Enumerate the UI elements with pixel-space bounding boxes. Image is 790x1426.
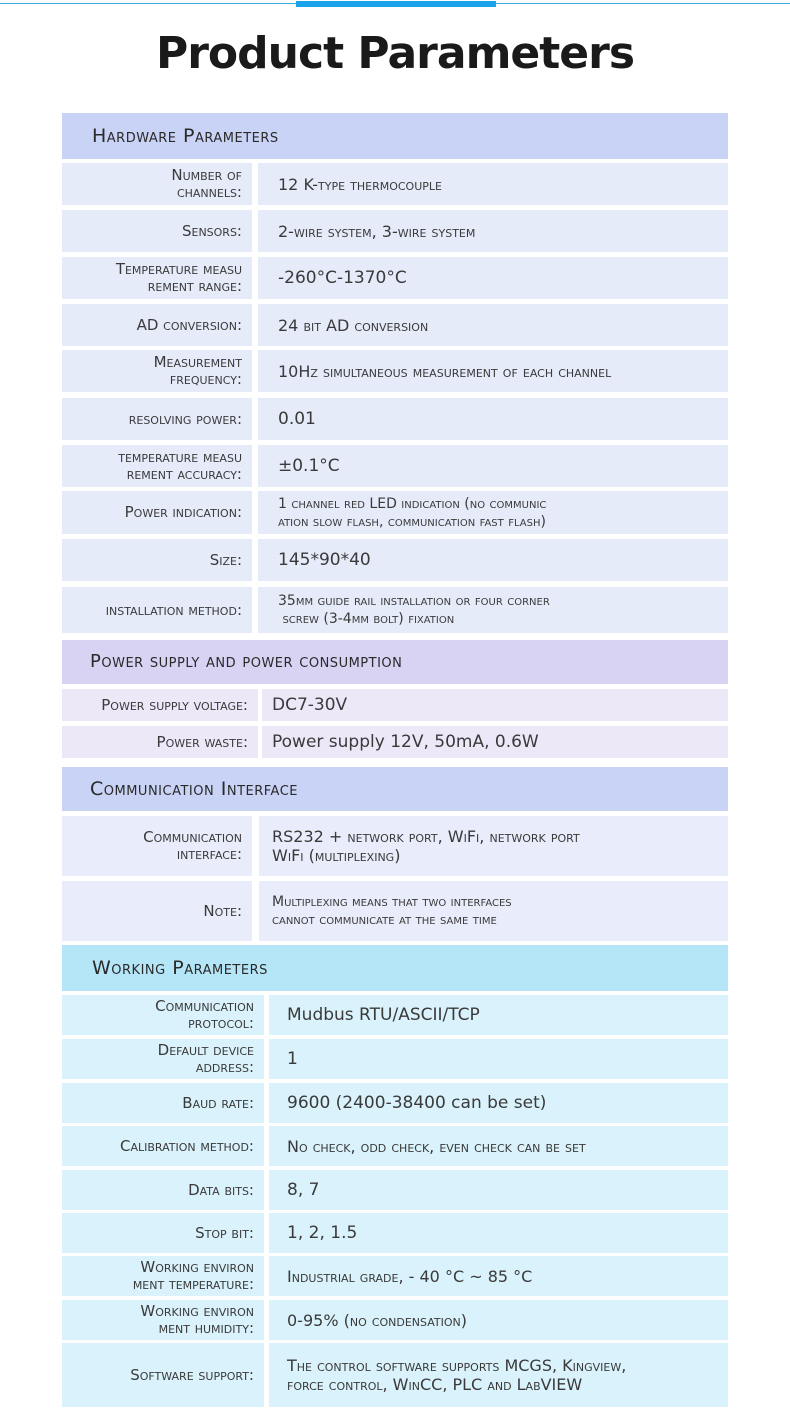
row-value [262, 726, 728, 758]
row-label [62, 995, 264, 1035]
row-label-line: Working environ [140, 1258, 254, 1276]
row-value [269, 1083, 728, 1123]
row-value [269, 1039, 728, 1079]
row-label [62, 539, 252, 581]
row-label [62, 1256, 264, 1296]
row-value-line: screw (3-4mm bolt) fixation [278, 611, 455, 627]
row-value [258, 398, 728, 440]
working-row [62, 1213, 728, 1253]
row-label [62, 1300, 264, 1340]
row-value-line: Power supply 12V, 50mA, 0.6W [272, 731, 539, 752]
row-label-line: Stop bit: [195, 1223, 254, 1242]
row-value [258, 587, 728, 633]
hardware-row [62, 587, 728, 633]
row-label-line: rement range: [147, 277, 242, 295]
row-label-line: ment temperature: [132, 1275, 254, 1293]
row-value [258, 163, 728, 205]
row-value [269, 1256, 728, 1296]
working-row [62, 1300, 728, 1340]
row-label [62, 257, 252, 299]
row-label [62, 398, 252, 440]
section-header-power [62, 640, 728, 684]
row-label [62, 445, 252, 487]
page-title: Product Parameters [155, 28, 635, 79]
row-label-line: ment humidity: [158, 1319, 254, 1337]
row-value-line: WiFi (multiplexing) [272, 846, 401, 865]
row-value [259, 816, 728, 876]
row-value-line: Industrial grade, - 40 °C ~ 85 °C [287, 1266, 533, 1286]
row-label-line: Power indication: [124, 503, 242, 521]
row-label-line: AD conversion: [136, 315, 242, 334]
row-label [62, 304, 252, 346]
top-accent-bar [296, 1, 496, 7]
row-value-line: RS232 + network port, WiFi, network port [272, 827, 580, 846]
section-header-communication [62, 767, 728, 811]
row-label-line: rement accuracy: [126, 465, 242, 483]
row-value [262, 689, 728, 721]
row-label-line: Size: [209, 550, 242, 569]
row-value-line: ±0.1°C [278, 455, 340, 476]
row-label [62, 491, 252, 534]
row-label [62, 1170, 264, 1210]
row-label-line: Power supply voltage: [101, 695, 248, 714]
row-label-line: Software support: [130, 1365, 254, 1384]
section-title: Communication Interface [90, 778, 298, 800]
row-value [269, 995, 728, 1035]
working-row [62, 995, 728, 1035]
section-header-working [62, 945, 728, 991]
row-label-line: Communication [143, 828, 242, 846]
row-label [62, 163, 252, 205]
section-header-hardware [62, 113, 728, 159]
hardware-row [62, 257, 728, 299]
communication-row [62, 881, 728, 941]
row-label-line: Baud rate: [182, 1093, 254, 1112]
row-value [258, 491, 728, 534]
row-value [269, 1343, 728, 1407]
row-label [62, 1213, 264, 1253]
row-label-line: channels: [176, 183, 242, 201]
row-value [269, 1213, 728, 1253]
power-row [62, 726, 728, 758]
hardware-row [62, 491, 728, 534]
row-label-line: Number of [171, 166, 242, 184]
row-value [258, 257, 728, 299]
section-title: Power supply and power consumption [90, 651, 403, 672]
row-label-line: address: [195, 1058, 254, 1076]
row-value [258, 445, 728, 487]
row-value [258, 350, 728, 392]
row-value-line: -260°C-1370°C [278, 267, 407, 288]
row-value-line: Mudbus RTU/ASCII/TCP [287, 1004, 480, 1025]
row-value-line: 145*90*40 [278, 549, 371, 570]
power-row [62, 689, 728, 721]
row-value [269, 1126, 728, 1166]
row-label [62, 689, 258, 721]
row-label [62, 1126, 264, 1166]
row-label-line: interface: [176, 845, 242, 863]
working-row [62, 1126, 728, 1166]
row-value-line: 1 channel red LED indication (no communic [278, 495, 547, 512]
row-value [269, 1170, 728, 1210]
row-value-line: 24 bit AD conversion [278, 315, 429, 335]
hardware-row [62, 350, 728, 392]
working-row [62, 1256, 728, 1296]
row-value-line: cannot communicate at the same time [272, 912, 497, 928]
row-value-line: 2-wire system, 3-wire system [278, 221, 476, 241]
row-value-line: 1 [287, 1048, 298, 1069]
row-value-line: force control, WinCC, PLC and LabVIEW [287, 1375, 583, 1394]
row-value-line: DC7-30V [272, 694, 348, 715]
row-label-line: temperature measu [118, 448, 242, 466]
working-row [62, 1083, 728, 1123]
row-label [62, 1343, 264, 1407]
row-label-line: Power waste: [156, 732, 248, 751]
row-label [62, 816, 252, 876]
row-value-line: ation slow flash, communication fast flash) [278, 513, 546, 530]
row-label [62, 1083, 264, 1123]
row-value-line: Multiplexing means that two interfaces [272, 894, 512, 910]
row-value-line: The control software supports MCGS, Kingview, [287, 1356, 627, 1375]
row-value [258, 304, 728, 346]
row-label-line: Sensors: [181, 221, 242, 240]
row-label-line: resolving power: [128, 409, 242, 428]
hardware-row [62, 163, 728, 205]
working-row [62, 1170, 728, 1210]
row-value-line: 1, 2, 1.5 [287, 1222, 358, 1243]
row-label-line: Temperature measu [115, 260, 242, 278]
row-value [269, 1300, 728, 1340]
row-value-line: 8, 7 [287, 1179, 320, 1200]
row-label [62, 350, 252, 392]
row-label-line: Data bits: [188, 1180, 254, 1199]
communication-row [62, 816, 728, 876]
section-title: Hardware Parameters [92, 125, 279, 147]
row-label [62, 726, 258, 758]
working-row [62, 1343, 728, 1407]
row-value [259, 881, 728, 941]
row-label-line: Default device [157, 1041, 254, 1059]
row-label-line: Measurement [153, 353, 242, 371]
working-row [62, 1039, 728, 1079]
hardware-row [62, 445, 728, 487]
row-label [62, 1039, 264, 1079]
hardware-row [62, 398, 728, 440]
row-value-line: No check, odd check, even check can be set [287, 1136, 586, 1156]
hardware-row [62, 539, 728, 581]
row-value-line: 0-95% (no condensation) [287, 1310, 467, 1330]
row-label-line: protocol: [188, 1014, 254, 1032]
row-label-line: Working environ [140, 1302, 254, 1320]
row-value-line: 12 K-type thermocouple [278, 174, 442, 194]
row-label [62, 210, 252, 252]
row-label-line: frequency: [169, 370, 242, 388]
row-label-line: Calibration method: [119, 1136, 254, 1155]
hardware-row [62, 304, 728, 346]
row-value [258, 539, 728, 581]
row-label [62, 587, 252, 633]
hardware-row [62, 210, 728, 252]
row-value-line: 9600 (2400-38400 can be set) [287, 1092, 547, 1113]
row-label-line: Note: [203, 901, 242, 920]
row-value-line: 35mm guide rail installation or four corner [278, 593, 550, 609]
row-label-line: Communication [155, 997, 254, 1015]
row-value-line: 0.01 [278, 408, 316, 429]
section-title: Working Parameters [92, 957, 268, 979]
row-label-line: installation method: [105, 600, 242, 619]
row-label [62, 881, 252, 941]
row-value [258, 210, 728, 252]
row-value-line: 10Hz simultaneous measurement of each channel [278, 361, 612, 381]
